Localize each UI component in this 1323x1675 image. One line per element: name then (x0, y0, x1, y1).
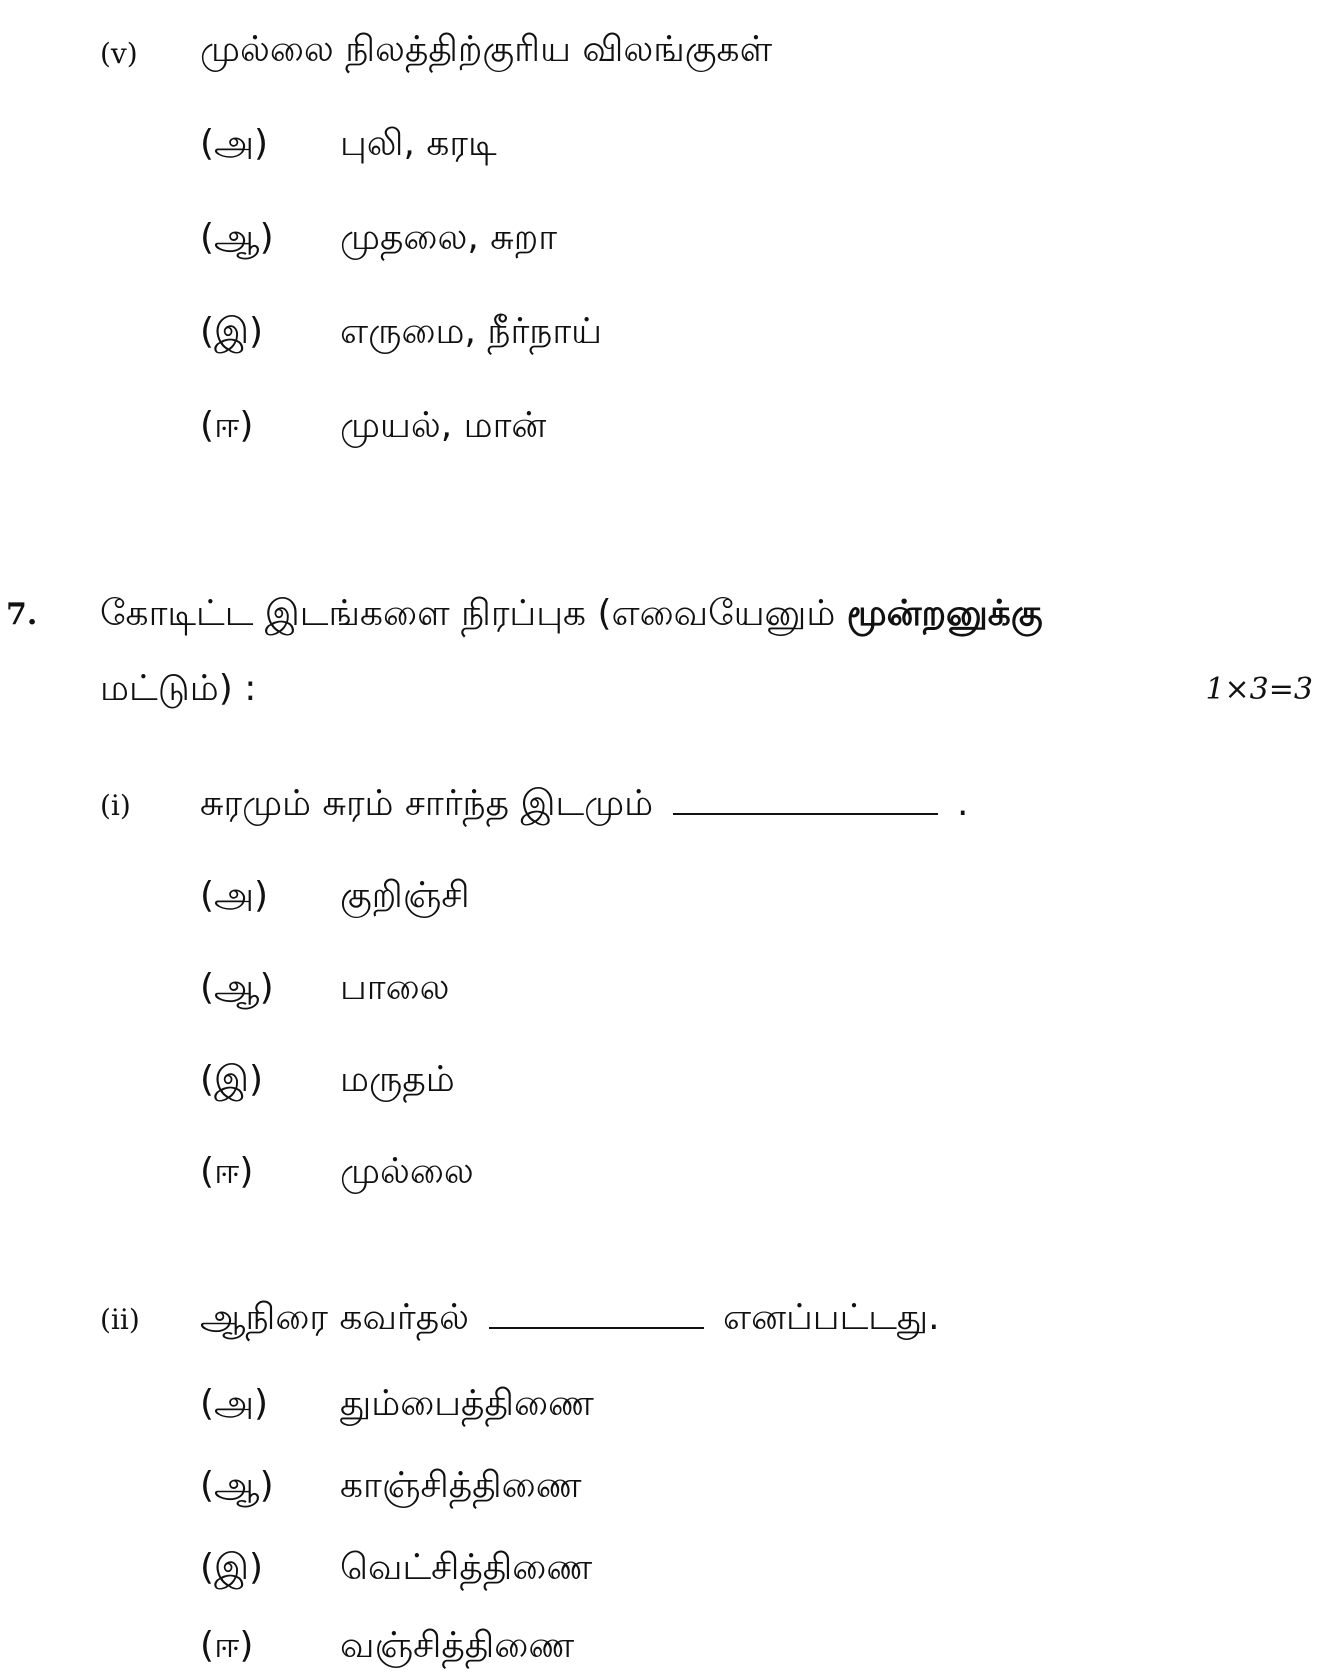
option-text-ii-ii: வஞ்சித்திணை (340, 1625, 575, 1666)
option-label-ii-ii: (ஈ) (200, 1625, 254, 1666)
option-label-ii-a: (அ) (200, 1383, 269, 1424)
question-number-ii: (ii) (100, 1303, 140, 1336)
question-text-i-tail: . (957, 783, 969, 824)
option-text-ii-a: தும்பைத்திணை (340, 1383, 594, 1424)
option-text-ii-aa: காஞ்சித்திணை (340, 1465, 582, 1506)
option-text-v-ii: முயல், மான் (340, 405, 547, 446)
question-number-i: (i) (100, 789, 131, 822)
option-text-i-i: மருதம் (340, 1059, 455, 1100)
fill-blank-i (673, 812, 938, 815)
option-text-v-aa: முதலை, சுறா (340, 217, 558, 258)
option-label-i-i: (இ) (200, 1059, 264, 1100)
question-text-i-main: சுரமும் சுரம் சார்ந்த இடமும் (200, 783, 654, 824)
option-text-v-a: புலி, கரடி (340, 123, 497, 164)
option-label-i-a: (அ) (200, 875, 269, 916)
question-text-ii-tail: எனப்பட்டது. (722, 1297, 940, 1338)
option-text-ii-i: வெட்சித்திணை (340, 1547, 593, 1588)
option-label-ii-i: (இ) (200, 1547, 264, 1588)
question-text-v: முல்லை நிலத்திற்குரிய விலங்குகள் (200, 29, 773, 70)
marks-label: 1×3=3 (1205, 672, 1313, 707)
question-number-7: 7. (6, 597, 38, 632)
question-7-instruction (100, 593, 1043, 634)
option-label-v-i: (இ) (200, 311, 264, 352)
question-7-instruction-bold: மூன்றனுக்கு (846, 593, 1043, 634)
option-label-i-aa: (ஆ) (200, 967, 274, 1008)
question-text-ii-main: ஆநிரை கவர்தல் (200, 1297, 470, 1338)
option-label-v-ii: (ஈ) (200, 405, 254, 446)
fill-blank-ii (489, 1326, 704, 1329)
question-7-instruction-start: கோடிட்ட இடங்களை நிரப்புக (எவையேனும் (100, 593, 836, 634)
option-text-v-i: எருமை, நீர்நாய் (340, 311, 603, 352)
option-label-ii-aa: (ஆ) (200, 1465, 274, 1506)
question-text-i (200, 783, 969, 824)
option-text-i-a: குறிஞ்சி (340, 875, 470, 916)
option-text-i-aa: பாலை (340, 967, 450, 1008)
question-7-instruction-cont: மட்டும்) : (100, 668, 257, 709)
question-text-ii (200, 1297, 940, 1338)
option-label-i-ii: (ஈ) (200, 1151, 254, 1192)
question-number-v: (v) (100, 37, 138, 70)
option-label-v-a: (அ) (200, 123, 269, 164)
option-label-v-aa: (ஆ) (200, 217, 274, 258)
option-text-i-ii: முல்லை (340, 1151, 474, 1192)
